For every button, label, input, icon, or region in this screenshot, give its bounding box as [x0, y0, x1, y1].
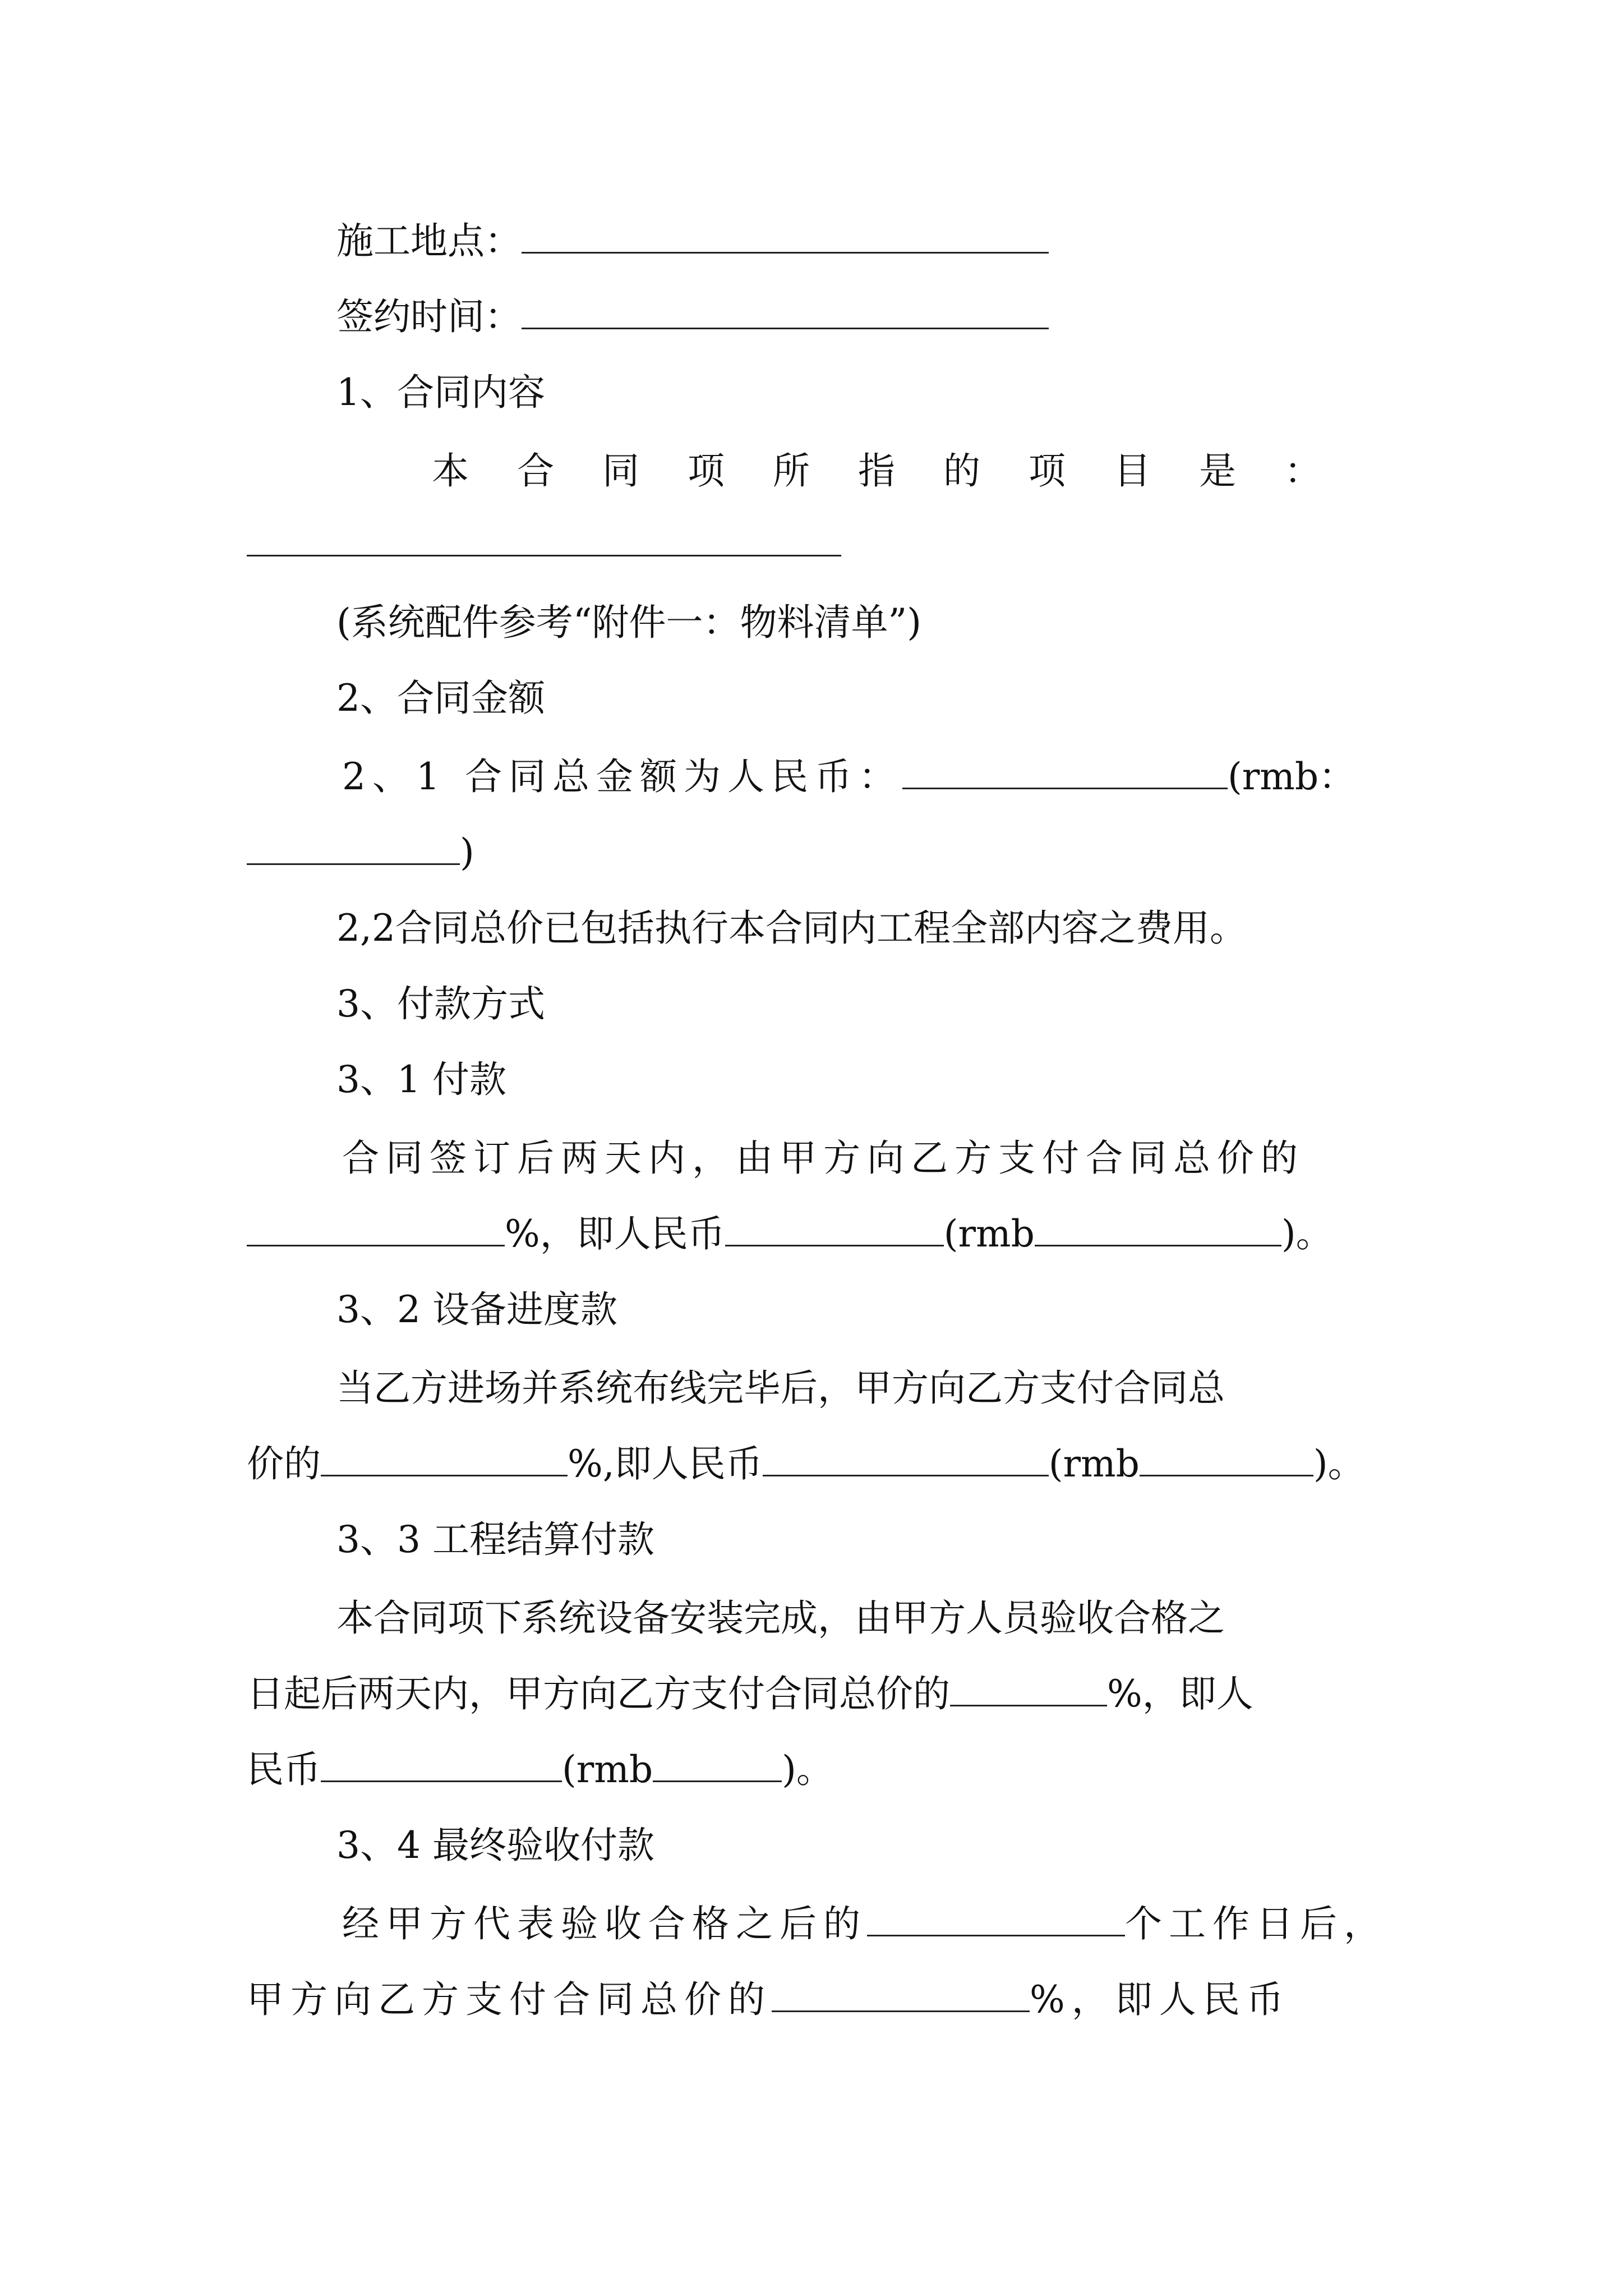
rmb-1-close: )。	[1281, 1212, 1333, 1255]
section-3-1-body	[342, 1133, 1304, 1184]
rmb-3-open: (rmb	[562, 1748, 653, 1791]
rmb-2-blank[interactable]	[763, 1440, 1049, 1476]
section-1-blank-line	[247, 519, 841, 569]
section-3-3-line-3	[247, 1745, 833, 1795]
section-3-3-line-2-text: 日起后两天内，甲方向乙方支付合同总价的	[247, 1672, 950, 1715]
pct-1-blank[interactable]	[247, 1210, 505, 1246]
pct-2-label: 价的	[247, 1442, 321, 1485]
section-3-4-body	[342, 1899, 1387, 1949]
project-blank[interactable]	[247, 520, 841, 556]
workday-blank[interactable]	[867, 1900, 1125, 1936]
section-2-1-line	[342, 752, 1355, 802]
pct-4-text: %，即人民币	[1030, 1978, 1290, 2021]
section-3-3-body: 本合同项下系统设备安装完成，由甲方人员验收合格之	[336, 1596, 1225, 1640]
site-blank[interactable]	[522, 217, 1049, 254]
rmb-3-blank[interactable]	[321, 1746, 562, 1782]
section-3-2-line-2	[247, 1439, 1365, 1489]
sign-line	[336, 292, 1049, 342]
pct-3-blank[interactable]	[950, 1670, 1107, 1706]
rmb-1-open: (rmb	[943, 1212, 1035, 1255]
section-3-4-line-2	[247, 1975, 1290, 2025]
section-3-4-heading: 3、4 最终验收付款	[336, 1824, 654, 1867]
rmb-3-close: )。	[782, 1748, 833, 1791]
section-2-1-line-2	[247, 827, 474, 878]
rmb-1-value-blank[interactable]	[1035, 1210, 1281, 1246]
workday-text: 个工作日后，	[1125, 1902, 1387, 1945]
section-3-2-heading: 3、2 设备进度款	[336, 1288, 617, 1331]
sign-label: 签约时间：	[336, 295, 522, 338]
section-1-heading: 1、合同内容	[336, 371, 545, 414]
section-3-1-heading: 3、1 付款	[336, 1058, 506, 1101]
amount-blank[interactable]	[902, 753, 1228, 789]
rmb-2-open: (rmb	[1048, 1442, 1140, 1485]
section-2-1-text: 2、1 合同总金额为人民币：	[342, 755, 902, 798]
sign-blank[interactable]	[522, 293, 1049, 329]
section-1-body-text: 本合同项所指的项目是：	[432, 449, 1370, 493]
section-2-heading: 2、合同金额	[336, 677, 545, 720]
section-3-2-body: 当乙方进场并系统布线完毕后，甲方向乙方支付合同总	[336, 1366, 1225, 1410]
section-3-4-body-text: 经甲方代表验收合格之后的	[342, 1902, 867, 1945]
section-3-1-body-text: 合同签订后两天内，由甲方向乙方支付合同总价的	[342, 1137, 1304, 1180]
rmb-2-close: )。	[1313, 1442, 1365, 1485]
pct-4-blank[interactable]	[772, 1976, 1030, 2012]
section-3-4-line-2-text: 甲方向乙方支付合同总价的	[247, 1978, 772, 2021]
rmb-blank[interactable]	[247, 829, 460, 865]
pct-2-blank[interactable]	[321, 1440, 568, 1476]
site-label: 施工地点：	[336, 219, 522, 263]
pct-2-text: %,即人民币	[568, 1442, 763, 1485]
section-2-2-line: 2,2合同总价已包括执行本合同内工程全部内容之费用。	[336, 907, 1247, 950]
rmb-3-label: 民币	[247, 1748, 321, 1791]
rmb-1-blank[interactable]	[725, 1210, 944, 1246]
section-1-body	[432, 446, 1370, 496]
rmb-open: (rmb：	[1227, 755, 1356, 798]
section-3-3-heading: 3、3 工程结算付款	[336, 1518, 654, 1561]
pct-3-text: %，即人	[1107, 1672, 1253, 1715]
site-line	[336, 216, 1049, 266]
section-3-heading: 3、付款方式	[336, 982, 545, 1025]
rmb-3-value-blank[interactable]	[653, 1746, 782, 1782]
rmb-close: )	[460, 831, 474, 874]
section-3-1-line-2	[247, 1209, 1333, 1259]
section-1-note: (系统配件参考“附件一：物料清单”)	[336, 601, 921, 644]
pct-1-text: %，即人民币	[505, 1212, 725, 1255]
rmb-2-value-blank[interactable]	[1140, 1440, 1313, 1476]
section-3-3-line-2	[247, 1669, 1253, 1719]
